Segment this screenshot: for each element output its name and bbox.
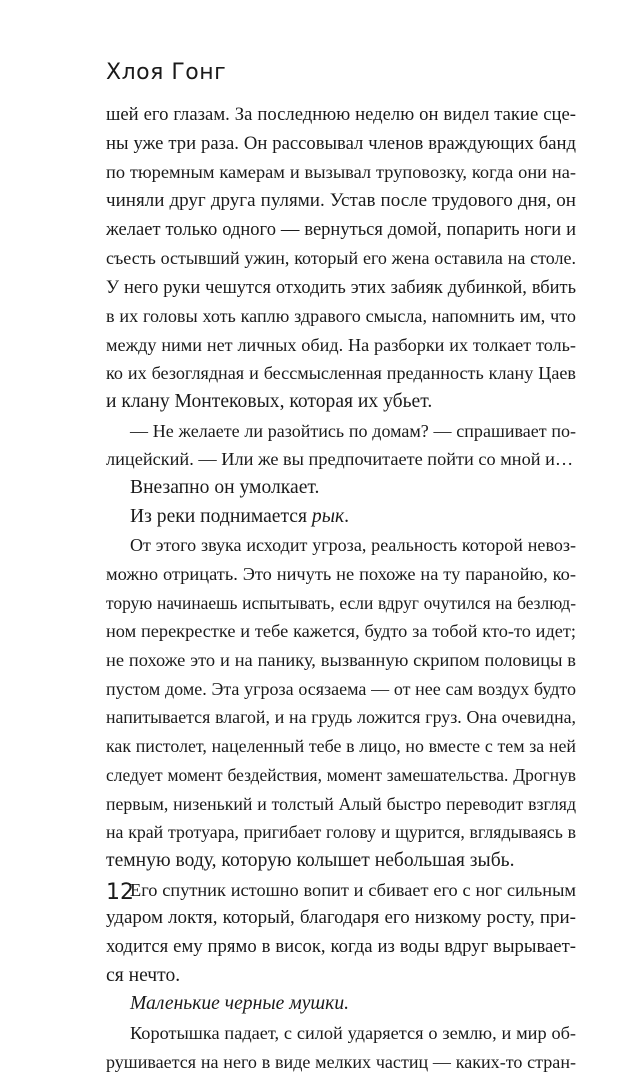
- text-line: следует момент бездействия, момент замешательства. Дрогнув: [106, 764, 576, 785]
- text-line: У него руки чешутся отходить этих забияк дубинкой, вбить: [106, 277, 576, 298]
- text-line: рушивается на него в виде мелких частиц — каких-то стран-: [106, 1051, 576, 1072]
- running-head: Хлоя Гонг: [106, 60, 227, 85]
- text-line: напитывается влагой, и на грудь ложится груз. Она очевидна,: [106, 707, 576, 728]
- text-line: ны уже три раза. Он рассовывал членов враждующих банд: [106, 132, 576, 154]
- text-line: в их головы хоть каплю здравого смысла, напомнить им, что: [106, 305, 576, 326]
- text-line: торую начинаешь испытывать, если вдруг очутился на безлюд-: [106, 592, 576, 613]
- paragraph-line: [106, 503, 576, 532]
- text-line: по тюремным камерам и вызывал труповозку, когда они на-: [106, 162, 576, 183]
- text-line: чиняли друг друга пулями. Устав после трудового дня, он: [106, 190, 576, 212]
- text-line: на край тротуара, пригибает голову и щурится, вглядываясь в: [106, 822, 576, 843]
- text-line: как пистолет, нацеленный тебе в лицо, но вместе с тем за ней: [106, 736, 576, 757]
- text-line: не похоже это и на панику, вызванную скрипом половицы в: [106, 650, 576, 671]
- text-line: ходится ему прямо в висок, когда из воды вдруг вырывает-: [106, 935, 576, 957]
- paragraph-line: [106, 990, 576, 1019]
- paragraph-line: Внезапно он умолкает.: [130, 476, 320, 498]
- line-text: Из реки поднимается: [130, 505, 312, 527]
- paragraph-last-line: и клану Монтековых, которая их убьет.: [106, 390, 433, 412]
- body-text: [106, 101, 576, 1076]
- paragraph-last-line: темную воду, которую колышет небольшая зыбь.: [106, 849, 515, 871]
- text-line: съесть остывший ужин, который его жена оставила на столе.: [106, 248, 576, 269]
- paragraph-last-line: ся нечто.: [106, 964, 181, 986]
- text-line: шей его глазам. За последнюю неделю он видел такие сце-: [106, 104, 576, 125]
- paragraph-last-line: лицейский. — Или же вы предпочитаете пойти со мной и…: [106, 449, 574, 470]
- text-line: От этого звука исходит угроза, реальность которой невоз-: [130, 535, 576, 556]
- text-line: Коротышка падает, с силой ударяется о землю, и мир об-: [130, 1023, 576, 1043]
- text-line: ударом локтя, который, благодаря его низкому росту, при-: [106, 907, 576, 929]
- text-line: первым, низенький и толстый Алый быстро переводит взгляд: [106, 793, 576, 814]
- emphasis-text: Маленькие черные мушки.: [130, 993, 350, 1015]
- dialogue-line: — Не желаете ли разойтись по домам? — спрашивает по-: [130, 420, 576, 441]
- page-number: 12: [106, 880, 134, 905]
- text-line: пустом доме. Эта угроза осязаема — от нее сам воздух будто: [106, 678, 576, 699]
- text-line: ко их безоглядная и бессмысленная преданность клану Цаев: [106, 363, 576, 384]
- text-line: желает только одного — вернуться домой, попарить ноги и: [106, 218, 576, 240]
- text-line: Его спутник истошно вопит и сбивает его с ног сильным: [130, 879, 576, 900]
- text-line: можно отрицать. Это ничуть не похоже на ту паранойю, ко-: [106, 564, 576, 584]
- emphasis-text: рык: [311, 505, 345, 527]
- text-line: между ними нет личных обид. На разборки их толкает толь-: [106, 334, 576, 355]
- line-text-after: .: [344, 505, 350, 527]
- text-line: ном перекрестке и тебе кажется, будто за тобой кто-то идет;: [106, 621, 576, 642]
